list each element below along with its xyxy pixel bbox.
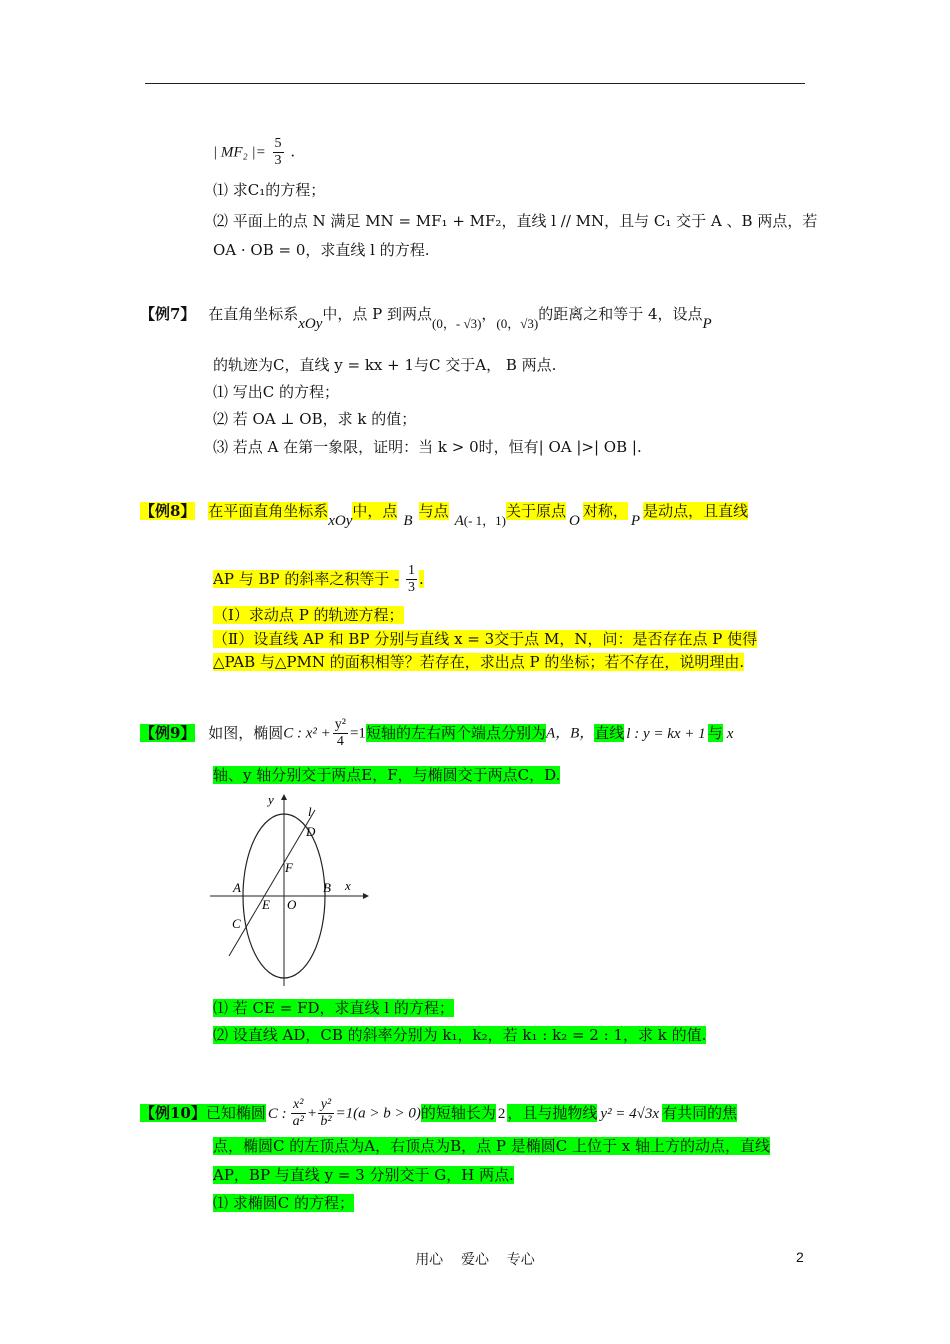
ex10-frac-x [291, 1097, 306, 1130]
ex10-line3 [213, 1164, 514, 1186]
ex7-q3: ⑶ 若点 A 在第一象限，证明：当 k > 0时，恒有| OA |>| OB |. [213, 438, 642, 456]
point-c-label: C [232, 916, 241, 931]
ex10-q1-text: ⑴ 求椭圆C 的方程； [213, 1194, 355, 1212]
ex9-t1: 如图，椭圆 [208, 723, 284, 742]
header-rule [145, 83, 805, 84]
ex7-sys: xOy [298, 316, 323, 332]
point-d-label: D [306, 824, 316, 839]
ex8-t5: 对称， [582, 502, 628, 520]
ex8-t1: 在平面直角坐标系 [208, 502, 329, 520]
ex9-line2-text: 轴、y 轴分别交于两点E，F，与椭圆交于两点C，D. [213, 766, 561, 784]
ex7-line2: 的轨迹为C，直线 y = kx + 1与C 交于A， B 两点. [213, 356, 557, 374]
x-axis-label: x [345, 878, 351, 893]
mf2-expr: | MF₂ |= [213, 144, 266, 161]
point-f-label: F [285, 860, 293, 875]
ex8-p: P [630, 513, 641, 529]
ex9-t6: 与 [707, 723, 723, 742]
ex9-eq-a: C : x² + [283, 725, 331, 742]
ex7-label: 【例7】 [140, 305, 196, 323]
ex10-plus: + [307, 1105, 317, 1122]
prev-q1: ⑴ 求C₁的方程； [213, 181, 326, 199]
ex7-text-b: 中，点 P 到两点 [322, 305, 433, 323]
ex9-eq-b: =1 [349, 725, 366, 742]
mf2-num: 5 [274, 136, 282, 151]
ex8-q2-line1 [213, 628, 757, 650]
ex8-frac-num: 1 [407, 563, 415, 578]
ex8-q2-text2: △PAB 与△PMN 的面积相等？若存在，求出点 P 的坐标；若不存在，说明理由. [213, 653, 745, 671]
ex8-fraction [406, 563, 417, 596]
y-axis-label: y [268, 792, 274, 807]
ex10-parabola: y² = 4√3x [600, 1105, 660, 1122]
ex8-a: A [454, 513, 464, 529]
ex7-text-a: 在直角坐标系 [208, 305, 299, 323]
ex10-fy-den: b² [320, 1114, 332, 1129]
ex7-line1 [140, 303, 712, 332]
ex8-line1 [140, 500, 749, 529]
ex7-text-c: 的距离之和等于 4，设点 [538, 305, 703, 323]
ex10-line2 [213, 1135, 770, 1157]
ex8-frac-den: 3 [407, 580, 415, 595]
ex10-t1: 已知椭圆 [205, 1103, 266, 1122]
page-number: 2 [796, 1249, 804, 1265]
ex8-o: O [569, 513, 580, 529]
ex10-two: 2 [497, 1105, 506, 1122]
ex9-t3: A，B， [545, 725, 595, 742]
ex7-p: P [702, 316, 712, 332]
mf2-den: 3 [274, 153, 282, 168]
point-o-label: O [287, 897, 297, 912]
point-e-label: E [262, 897, 270, 912]
point-a-label: A [233, 880, 241, 895]
ellipse-figure [205, 788, 375, 988]
ex8-t3: 与点 [418, 502, 449, 520]
prev-q2-line2: OA · OB = 0，求直线 l 的方程. [213, 241, 430, 259]
mf2-end: . [290, 142, 296, 161]
x-axis-arrow [363, 893, 369, 899]
ex9-fraction [333, 717, 348, 750]
ex9-line2 [213, 764, 560, 786]
ex8-t6: 是动点，且直线 [643, 502, 749, 520]
ex9-frac-num: y² [334, 717, 346, 732]
ex10-line1 [140, 1097, 737, 1130]
ex8-q2-text1: （Ⅱ）设直线 AP 和 BP 分别与直线 x = 3交于点 M，N，问：是否存在点 P 使得 [213, 630, 758, 648]
prev-q2-line1: ⑵ 平面上的点 N 满足 MN = MF₁ + MF₂，直线 l // MN，且与 C₁ 交于 A 、B 两点，若 [213, 212, 818, 230]
line-l [229, 810, 315, 956]
ex9-q2-text: ⑵ 设直线 AD，CB 的斜率分别为 k₁，k₂，若 k₁ : k₂ = 2 : 1，求 k 的值. [213, 1026, 707, 1044]
ex8-t4: 关于原点 [506, 502, 567, 520]
ex10-c: C : [267, 1105, 287, 1122]
ex8-q1 [213, 604, 404, 626]
ex7-q2: ⑵ 若 OA ⊥ OB，求 k 的值； [213, 410, 417, 428]
ex9-q1 [213, 997, 454, 1019]
ex9-t4: 直线 [594, 723, 625, 742]
ex10-fx-num: x² [291, 1097, 306, 1114]
ex8-line2-text: AP 与 BP 的斜率之积等于 - [213, 569, 400, 588]
line-l-label: l [308, 804, 312, 819]
ex9-label: 【例9】 [140, 723, 196, 742]
ex10-t3: ，且与抛物线 [507, 1103, 598, 1122]
ex10-eq: =1(a > b > 0) [335, 1105, 421, 1122]
ex7-pt1: (0，- √3) [432, 316, 482, 331]
page-footer: 用心 爱心 专心 [415, 1252, 535, 1268]
ex8-line2 [213, 563, 424, 596]
ex8-sys: xOy [328, 513, 353, 529]
ex8-t2: 中，点 [352, 502, 398, 520]
ex8-b: B [403, 513, 413, 529]
ex9-t5: l : y = kx + 1 [626, 725, 706, 742]
ex10-t2: 的短轴长为 [420, 1103, 496, 1122]
ex8-line2-end: . [418, 569, 424, 588]
ex9-q1-text: ⑴ 若 CE = FD，求直线 l 的方程； [213, 999, 454, 1017]
ex8-q1-text: （Ⅰ）求动点 P 的轨迹方程； [213, 606, 404, 624]
ex10-line3-text: AP，BP 与直线 y = 3 分别交于 G，H 两点. [213, 1166, 514, 1184]
ex9-frac-den: 4 [336, 734, 344, 749]
ex8-apt: (- 1，1) [463, 513, 507, 528]
ex7-q1: ⑴ 写出C 的方程； [213, 383, 340, 401]
mf2-line [213, 136, 295, 169]
ex7-pt2: (0，√3) [496, 316, 539, 331]
ex8-label: 【例8】 [140, 502, 196, 520]
point-b-label: B [323, 880, 331, 895]
ex9-t2: 短轴的左右两个端点分别为 [365, 723, 546, 742]
y-axis-arrow [281, 794, 287, 800]
ex10-t4: 有共同的焦 [662, 1103, 738, 1122]
ex9-q2 [213, 1024, 706, 1046]
ex10-line2-text: 点，椭圆C 的左顶点为A，右顶点为B，点 P 是椭圆C 上位于 x 轴上方的动点，直线 [213, 1137, 770, 1155]
ex10-frac-y [318, 1097, 333, 1130]
ex9-t7: x [726, 725, 734, 742]
ex8-q2-line2 [213, 651, 744, 673]
mf2-fraction [273, 136, 284, 169]
ex10-fx-den: a² [292, 1114, 304, 1129]
ex10-fy-num: y² [318, 1097, 333, 1114]
ex7-comma: ， [481, 305, 497, 323]
ex9-line1 [140, 717, 733, 750]
ex10-q1 [213, 1192, 354, 1214]
ex10-label: 【例10】 [140, 1103, 206, 1122]
